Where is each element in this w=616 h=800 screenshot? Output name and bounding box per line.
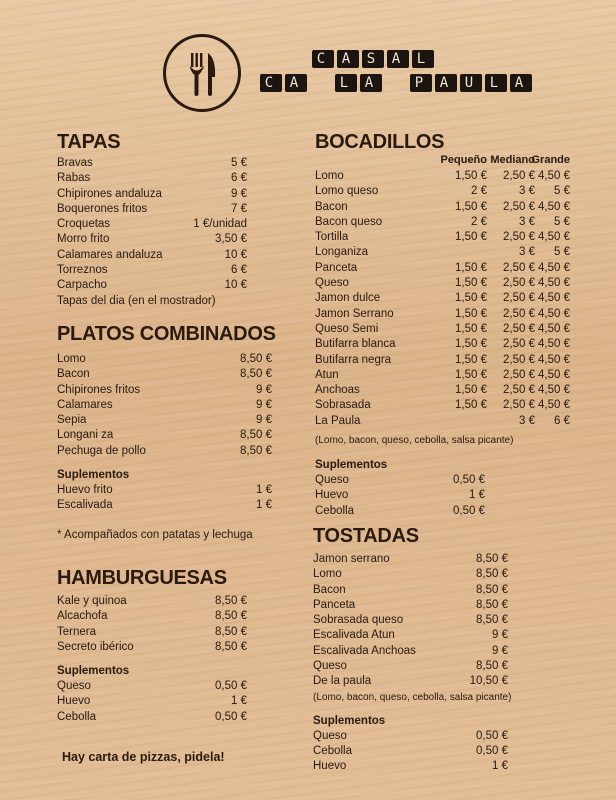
item-name: Butifarra negra [315, 353, 392, 366]
item-price-pequeno: 1,50 € [455, 307, 487, 320]
item-name: Escalivada Anchoas [313, 644, 416, 657]
item-price-grande: 4,50 € [538, 170, 570, 182]
item-price-mediano: 2,50 € [503, 384, 535, 397]
brand-letter-tile: U [460, 74, 482, 92]
item-price: 8,50 € [240, 368, 272, 381]
fork-knife-icon [166, 37, 238, 109]
menu-item-row [57, 679, 247, 694]
brand-name-line-1 [312, 50, 434, 68]
menu-item-row [315, 307, 570, 322]
item-price: 8,50 € [476, 598, 508, 611]
menu-item-row [313, 598, 513, 613]
item-name: Sepia [57, 414, 87, 427]
item-name: Tapas del dia (en el mostrador) [57, 294, 216, 307]
tapas-list [57, 156, 247, 309]
item-name: Queso [315, 474, 349, 487]
menu-item-row [313, 552, 513, 567]
tostadas-section [313, 524, 513, 775]
item-price: 8,50 € [240, 353, 272, 365]
menu-item-row [313, 583, 513, 598]
item-name: Kale y quinoa [57, 595, 127, 607]
tostadas-suplementos-title: Suplementos [313, 714, 386, 727]
item-price: 9 € [231, 187, 247, 200]
item-price-mediano: 2,50 € [503, 261, 535, 274]
item-price: 1 € [469, 489, 485, 502]
item-name: Queso [313, 660, 347, 673]
brand-letter-tile [310, 74, 332, 92]
item-price: 8,50 € [215, 595, 247, 607]
item-price-mediano: 3 € [519, 215, 535, 228]
item-price: 8,50 € [476, 660, 508, 673]
brand-letter-tile: C [260, 74, 282, 92]
item-name: Carpacho [57, 279, 107, 292]
item-price-pequeno: 1,50 € [455, 200, 487, 213]
menu-item-row [315, 245, 570, 260]
menu-item-row [315, 414, 570, 429]
bocadillos-title: BOCADILLOS [315, 131, 445, 153]
item-price-pequeno: 1,50 € [455, 384, 487, 397]
item-name: Lomo queso [315, 185, 379, 198]
menu-item-row [57, 444, 272, 459]
item-price-grande: 5 € [554, 215, 570, 228]
item-price-pequeno: 1,50 € [455, 170, 487, 182]
item-name: Lomo [57, 353, 86, 365]
brand-letter-tile: P [410, 74, 432, 92]
menu-item-row [57, 694, 247, 709]
item-name: Alcachofa [57, 610, 108, 623]
item-name: Bacon [313, 583, 346, 596]
menu-item-row [57, 352, 272, 367]
menu-item-row [57, 428, 272, 443]
menu-item-row [315, 291, 570, 306]
item-price-pequeno: 1,50 € [455, 231, 487, 244]
menu-item-row [57, 367, 272, 382]
item-price: 8,50 € [476, 553, 508, 565]
tostadas-title: TOSTADAS [313, 525, 419, 547]
menu-item-row [57, 202, 247, 217]
brand-letter-tile: L [485, 74, 507, 92]
item-name: Sobrasada [315, 399, 371, 412]
item-price-grande: 6 € [554, 414, 570, 427]
column-grande: Grande [531, 154, 570, 166]
item-name: Cebolla [313, 744, 352, 757]
item-price-grande: 4,50 € [538, 277, 570, 290]
bocadillos-suplementos-title: Suplementos [315, 459, 388, 472]
item-price-mediano: 2,50 € [503, 231, 535, 244]
menu-item-row [57, 609, 247, 624]
item-name: Atun [315, 368, 339, 381]
item-price-grande: 4,50 € [538, 368, 570, 381]
item-name: Panceta [313, 598, 356, 611]
item-price-mediano: 2,50 € [503, 338, 535, 351]
item-price: 9 € [256, 398, 272, 411]
item-price: 8,50 € [240, 429, 272, 442]
item-price-grande: 4,50 € [538, 261, 570, 274]
item-price: 10,50 € [469, 675, 508, 688]
menu-item-row [315, 337, 570, 352]
platos-section [57, 322, 276, 543]
menu-item-row [57, 483, 272, 498]
item-name: Anchoas [315, 384, 360, 397]
menu-item-row [313, 613, 513, 628]
platos-title: PLATOS COMBINADOS [57, 323, 276, 345]
item-price-pequeno: 2 € [471, 215, 487, 228]
item-price: 0,50 € [215, 710, 247, 723]
menu-item-row [315, 368, 570, 383]
item-price-mediano: 2,50 € [503, 170, 535, 182]
item-price-grande: 4,50 € [538, 353, 570, 366]
item-price-mediano: 2,50 € [503, 277, 535, 290]
item-name: Bacon [315, 200, 348, 213]
brand-letter-tile: S [362, 50, 384, 68]
item-name: Calamares [57, 398, 113, 411]
menu-item-row [57, 413, 272, 428]
item-name: Torreznos [57, 264, 108, 277]
item-name: Cebolla [315, 504, 354, 517]
item-price: 8,50 € [215, 625, 247, 638]
item-price-mediano: 2,50 € [503, 200, 535, 213]
item-price-mediano: 2,50 € [503, 292, 535, 305]
menu-item-row [313, 759, 513, 774]
item-name: Pechuga de pollo [57, 444, 146, 457]
logo-emblem [163, 34, 241, 112]
item-price-pequeno: 1,50 € [455, 261, 487, 274]
item-name: Jamon serrano [313, 553, 390, 565]
item-price-mediano: 3 € [519, 414, 535, 427]
item-price: 10 € [224, 279, 247, 292]
menu-item-row [313, 567, 513, 582]
menu-item-row [57, 594, 247, 609]
platos-note: * Acompañados con patatas y lechuga [57, 528, 253, 541]
item-price: 1 € [492, 760, 508, 773]
menu-item-row [315, 398, 570, 413]
item-price-mediano: 3 € [519, 246, 535, 259]
item-name: Butifarra blanca [315, 338, 396, 351]
item-price-pequeno: 2 € [471, 185, 487, 198]
item-price: 0,50 € [453, 474, 485, 487]
item-name: Croquetas [57, 218, 111, 231]
item-name: Calamares andaluza [57, 248, 163, 261]
menu-item-row [57, 171, 247, 186]
item-price: 9 € [256, 414, 272, 427]
menu-item-row [315, 261, 570, 276]
item-price: 9 € [492, 644, 508, 657]
item-name: Ternera [57, 625, 96, 638]
item-name: Cebolla [57, 710, 96, 723]
item-name: Jamon dulce [315, 292, 381, 305]
brand-letter-tile: A [285, 74, 307, 92]
bocadillos-suplementos-list [315, 473, 565, 519]
item-price-grande: 4,50 € [538, 200, 570, 213]
item-price-pequeno: 1,50 € [455, 322, 487, 335]
item-name: Bacon [57, 368, 90, 381]
item-price-grande: 5 € [554, 185, 570, 198]
item-name: Queso [57, 680, 91, 693]
menu-item-row [315, 488, 565, 503]
menu-item-row [313, 674, 513, 689]
item-price-grande: 5 € [554, 246, 570, 259]
item-price: 8,50 € [215, 640, 247, 653]
item-name: Huevo [57, 695, 91, 708]
brand-letter-tile: A [435, 74, 457, 92]
menu-item-row [315, 230, 570, 245]
menu-item-row [315, 184, 570, 199]
item-price-grande: 4,50 € [538, 231, 570, 244]
item-price: 1 € [256, 484, 272, 497]
menu-item-row [57, 217, 247, 232]
hamburguesas-list [57, 594, 247, 655]
item-name: Queso Semi [315, 322, 379, 335]
item-price: 8,50 € [476, 568, 508, 581]
item-name: Queso [315, 277, 349, 290]
menu-item-row [57, 398, 272, 413]
item-price-grande: 4,50 € [538, 384, 570, 397]
item-name: Bravas [57, 157, 93, 169]
item-name: Huevo [313, 760, 347, 773]
menu-item-row [57, 640, 247, 655]
platos-suplementos-title: Suplementos [57, 469, 130, 482]
column-mediano: Mediano [490, 154, 535, 166]
item-price: 9 € [492, 629, 508, 642]
menu-item-row [315, 169, 570, 184]
item-price-mediano: 2,50 € [503, 368, 535, 381]
menu-item-row [57, 625, 247, 640]
item-price-mediano: 2,50 € [503, 322, 535, 335]
item-price-pequeno: 1,50 € [455, 368, 487, 381]
item-name: Jamon Serrano [315, 307, 394, 320]
item-name: Chipirones andaluza [57, 187, 162, 200]
brand-letter-tile [385, 74, 407, 92]
menu-item-row [315, 322, 570, 337]
item-name: Tortilla [315, 231, 349, 244]
item-price: 8,50 € [476, 583, 508, 596]
menu-item-row [315, 353, 570, 368]
item-price: 8,50 € [215, 610, 247, 623]
menu-item-row [315, 276, 570, 291]
brand-letter-tile: A [510, 74, 532, 92]
item-price-mediano: 2,50 € [503, 399, 535, 412]
item-price-mediano: 3 € [519, 185, 535, 198]
menu-item-row [315, 504, 565, 519]
hamburguesas-section [57, 566, 247, 725]
menu-item-row [315, 200, 570, 215]
item-name: Longani za [57, 429, 114, 442]
tostadas-note: (Lomo, bacon, queso, cebolla, salsa picante) [313, 691, 512, 703]
bocadillos-section [315, 130, 570, 519]
column-pequeno: Pequeño [440, 154, 487, 166]
item-name: Lomo [315, 170, 344, 182]
item-price-pequeno: 1,50 € [455, 277, 487, 290]
tostadas-suplementos-list [313, 729, 513, 775]
item-price-mediano: 2,50 € [503, 307, 535, 320]
hamburguesas-suplementos-list [57, 679, 247, 725]
menu-item-row [57, 187, 247, 202]
menu-item-row [313, 644, 513, 659]
item-name: Chipirones fritos [57, 383, 141, 396]
tapas-section [57, 130, 247, 309]
menu-item-row [57, 278, 247, 293]
item-price: 5 € [231, 157, 247, 169]
item-price: 8,50 € [476, 614, 508, 627]
item-price-grande: 4,50 € [538, 338, 570, 351]
item-price: 6 € [231, 264, 247, 277]
menu-item-row [315, 383, 570, 398]
item-price-grande: 4,50 € [538, 292, 570, 305]
item-price: 1 €/unidad [193, 218, 247, 231]
item-price: 9 € [256, 383, 272, 396]
item-price: 10 € [224, 248, 247, 261]
item-price: 3,50 € [215, 233, 247, 246]
item-name: La Paula [315, 414, 361, 427]
item-price: 0,50 € [476, 729, 508, 742]
item-name: Huevo [315, 489, 349, 502]
item-name: Escalivada Atun [313, 629, 395, 642]
item-price-pequeno: 1,50 € [455, 353, 487, 366]
item-name: Longaniza [315, 246, 369, 259]
menu-item-row [57, 710, 247, 725]
item-name: Bacon queso [315, 215, 383, 228]
item-price-pequeno: 1,50 € [455, 399, 487, 412]
item-price: 1 € [231, 695, 247, 708]
menu-item-row [57, 498, 272, 513]
item-name: Queso [313, 729, 347, 742]
item-price-grande: 4,50 € [538, 399, 570, 412]
platos-list [57, 352, 272, 459]
hamburguesas-title: HAMBURGUESAS [57, 567, 227, 589]
menu-item-row [315, 473, 565, 488]
item-price-mediano: 2,50 € [503, 353, 535, 366]
item-price-pequeno: 1,50 € [455, 292, 487, 305]
item-name: Sobrasada queso [313, 614, 404, 627]
item-name: Huevo frito [57, 484, 113, 497]
bocadillos-list [315, 169, 570, 429]
bocadillos-column-headers [315, 154, 570, 169]
item-price-grande: 4,50 € [538, 307, 570, 320]
menu-item-row [57, 263, 247, 278]
menu-item-row [313, 628, 513, 643]
item-name: Morro frito [57, 233, 110, 246]
menu-item-row [57, 383, 272, 398]
brand-letter-tile: C [312, 50, 334, 68]
item-price: 8,50 € [240, 444, 272, 457]
item-price: 7 € [231, 202, 247, 215]
menu-item-row [315, 215, 570, 230]
item-price: 0,50 € [453, 504, 485, 517]
brand-letter-tile: A [337, 50, 359, 68]
platos-suplementos-list [57, 483, 272, 514]
tapas-title: TAPAS [57, 131, 121, 153]
pizza-note: Hay carta de pizzas, pidela! [62, 750, 225, 764]
item-price-pequeno: 1,50 € [455, 338, 487, 351]
brand-letter-tile: A [360, 74, 382, 92]
brand-letter-tile: L [335, 74, 357, 92]
brand-letter-tile: A [387, 50, 409, 68]
menu-item-row [313, 744, 513, 759]
item-price-grande: 4,50 € [538, 322, 570, 335]
bocadillos-note: (Lomo, bacon, queso, cebolla, salsa picante) [315, 435, 514, 447]
item-name: Escalivada [57, 499, 113, 512]
item-name: Boquerones fritos [57, 202, 148, 215]
brand-name-line-2 [260, 74, 532, 92]
item-price: 1 € [256, 499, 272, 512]
item-price: 6 € [231, 172, 247, 185]
menu-item-row [57, 248, 247, 263]
item-name: Rabas [57, 172, 91, 185]
item-price: 0,50 € [476, 744, 508, 757]
item-name: Secreto ibérico [57, 640, 134, 653]
menu-item-row [57, 156, 247, 171]
menu-item-row [313, 729, 513, 744]
item-name: De la paula [313, 675, 372, 688]
menu-item-row [57, 232, 247, 247]
menu-item-row [313, 659, 513, 674]
item-price: 0,50 € [215, 680, 247, 693]
item-name: Panceta [315, 261, 358, 274]
item-name: Lomo [313, 568, 342, 581]
hamburguesas-suplementos-title: Suplementos [57, 665, 130, 678]
brand-letter-tile: L [412, 50, 434, 68]
menu-item-row [57, 294, 247, 309]
tostadas-list [313, 552, 513, 690]
